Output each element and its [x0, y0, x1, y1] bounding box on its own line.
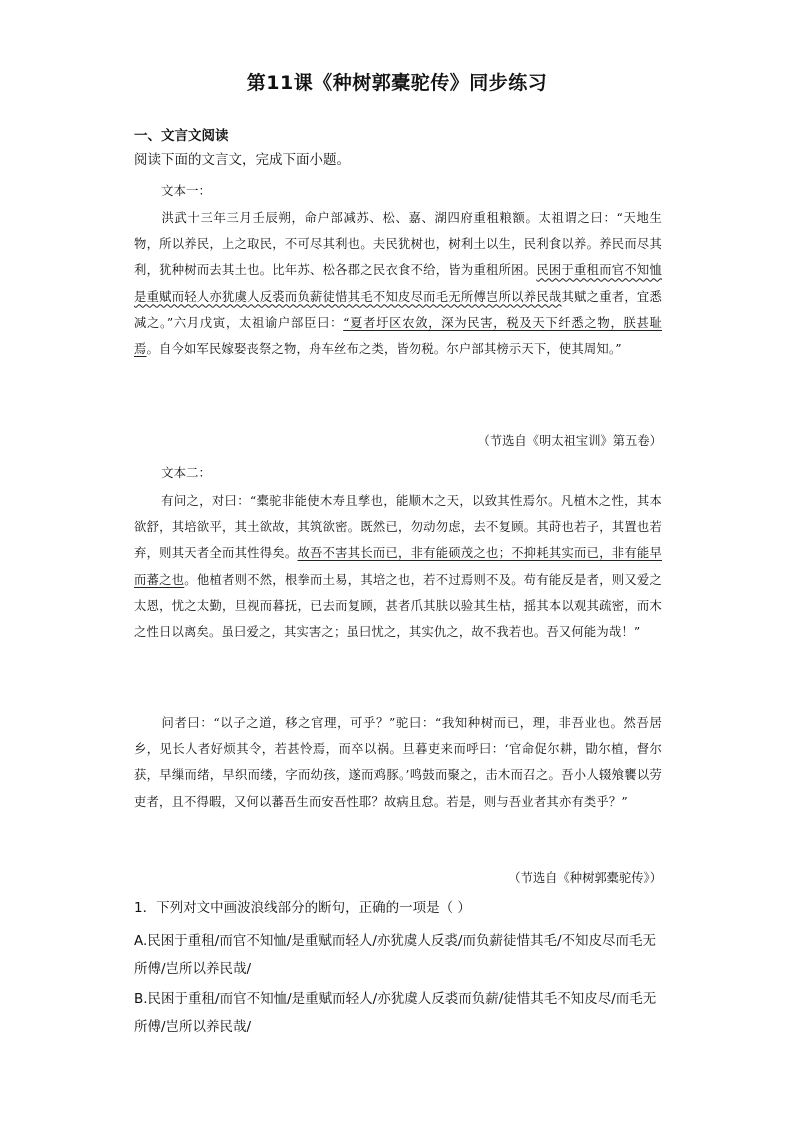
text1-body-end: 。自今如军民嫁娶丧祭之物，舟车丝布之类，皆勿税。尔户部其榜示天下，使其周知。”: [146, 342, 622, 357]
text2-body-end: 。他植者则不然，根拳而土易，其培之也，若不过焉则不及。苟有能反是者，则又爱之太恩，忧之太勤，旦视而暮抚，已去而复顾，甚者爪其肤以验其生枯，摇其本以观其疏密，而木之性日以离矣。虽曰爱之，其实害之；虽曰忧之，其实仇之，故不我若也。吾又何能为哉！”: [134, 572, 662, 640]
question-1-option-b: B.民困于重租/而官不知恤/是重赋而轻人/亦犹虞人反裘而负薪/徒惜其毛不知皮尽/而毛无所傅/岂所以养民哉/: [134, 991, 657, 1035]
instruction-text: 阅读下面的文言文，完成下面小题。: [134, 152, 350, 168]
text1-body-start: 洪武十三年三月壬辰朔，命户部减苏、松、嘉、湖四府重租粮额。太祖谓之曰：“天地生物，所以养民，上之取民，不可尽其利也。夫民犹树也，树利土以生，民利食以养。养民而尽其利，犹种树而去其土也。比年苏、松各郡之民衣食不给，皆为重租所困。: [134, 211, 662, 278]
page-title: 第11课《种树郭橐驼传》同步练习: [246, 72, 548, 94]
section-heading: 一、文言文阅读: [134, 128, 229, 144]
text2-body-start: 有问之，对曰：“橐驼非能使木寿且孳也，能顺木之天，以致其性焉尔。凡植木之性，其本欲舒，其培欲平，其土欲故，其筑欲密。既然已，勿动勿虑，去不复顾。其莳也若子，其置也若弃，则其天者全而其性得矣。: [134, 494, 662, 561]
text2-source: （节选自《种树郭橐驼传》）: [508, 871, 662, 885]
text1-paragraph: [134, 205, 662, 362]
text2-label: 文本二：: [161, 465, 212, 480]
text2-dialogue: 问者曰：“以子之道，移之官理，可乎？”驼曰：“我知种树而已，理，非吾业也。然吾居乡，见长人者好烦其令，若甚怜焉，而卒以祸。旦暮吏来而呼曰：‘官命促尔耕，勖尔植，督尔获，早缫而绪，早织而缕，字而幼孩，遂而鸡豚。’鸣鼓而聚之，击木而召之。吾小人辍飧饔以劳吏者，且不得暇，又何以蕃吾生而安吾性耶？故病且怠。若是，则与吾业者其亦有类乎？”: [134, 716, 662, 809]
text1-wavy-underlined: 民困于重租而官不知恤是重赋而轻人亦犹虞人反裘而负薪徒惜其毛不知皮尽而毛无所傅岂所以养民哉: [134, 263, 662, 304]
text1-source: （节选自《明太祖宝训》第五卷）: [477, 434, 662, 448]
question-1-stem: 1．下列对文中画波浪线部分的断句，正确的一项是（ ）: [134, 900, 471, 916]
text2-paragraph-2: [134, 710, 662, 815]
text2-underlined: 故吾不害其长而已，非有能硕茂之也；不抑耗其实而已，非有能早而蕃之也: [134, 546, 662, 587]
text1-body-mid: 其赋之重者，宜悉减之。”六月戊寅，太祖谕户部臣曰：: [134, 289, 662, 330]
text1-label: 文本一：: [161, 183, 212, 198]
text2-paragraph-1: [134, 488, 662, 645]
question-1-option-a: A.民困于重租/而官不知恤/是重赋而轻人/亦犹虞人反裘/而负薪徒惜其毛/不知皮尽而毛无所傅/岂所以养民哉/: [134, 933, 657, 977]
text1-underlined: “夏者圩区农敛，深为民害，税及天下纤悉之物，朕甚耻焉: [134, 315, 662, 357]
